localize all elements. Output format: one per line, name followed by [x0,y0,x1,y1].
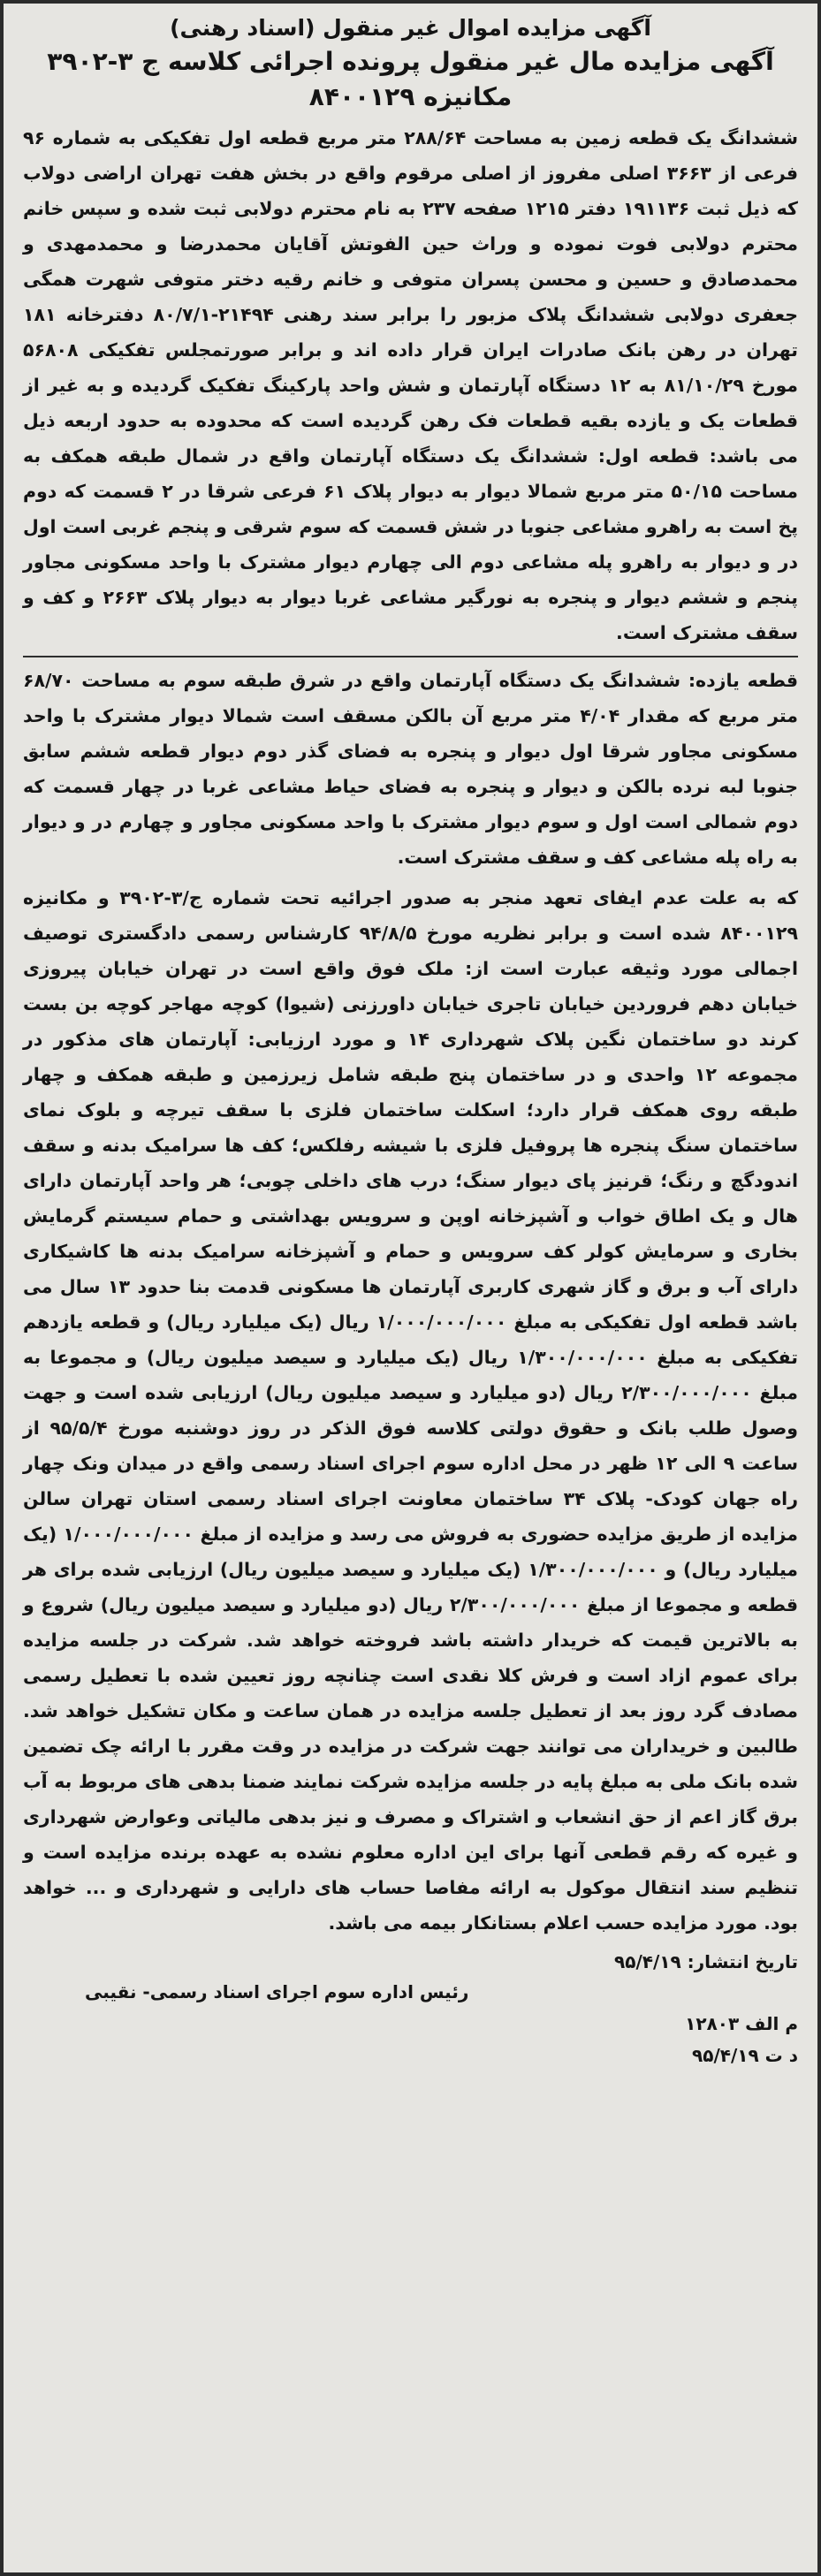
notice-footer [23,1946,798,2087]
divider [23,656,798,657]
publish-date: تاریخ انتشار: ۹۵/۴/۱۹ [614,1951,798,1972]
paragraph-property-description: ششدانگ یک قطعه زمین به مساحت ۲۸۸/۶۴ متر مربع قطعه اول تفکیکی به شماره ۹۶ فرعی از ۳۶۶۳ اصلی مفروز از اصلی مرقوم واقع در بخش هفت تهران اراضی دولاب که ذیل ثبت ۱۹۱۱۳۶ دفتر ۱۲۱۵ صفحه ۲۳۷ به نام محترم دولابی ثبت شده و سپس خانم محترم دولابی فوت نموده و وراث حین الفوتش آقایان محمدرضا و محمدمهدی و محمدصادق و حسین و محسن پسران متوفی و خانم رقیه دختر متوفی شهرت همگی جعفری دولابی ششدانگ پلاک مزبور را برابر سند رهنی ۲۱۴۹۴-۸۰/۷/۱ دفترخانه ۱۸۱ تهران در رهن بانک صادرات ایران قرار داده اند و برابر صورتمجلس تفکیکی ۵۶۸۰۸ مورخ ۸۱/۱۰/۲۹ به ۱۲ دستگاه آپارتمان و شش واحد پارکینگ تفکیک گردیده و به غیر از قطعات یک و یازده بقیه قطعات فک رهن گردیده است که محدوده به حدود اربعه ذیل می باشد: قطعه اول: ششدانگ یک دستگاه آپارتمان واقع در شمال طبقه همکف به مساحت ۵۰/۱۵ متر مربع شمالا دیوار به دیوار پلاک ۶۱ فرعی شرقا در ۲ قسمت که دوم پخ است به راهرو مشاعی جنوبا در شش قسمت که سوم شرقی و پنجم غربی است اول در و دیوار به راهرو پله مشاعی دوم الی چهارم دیوار مشترک با واحد مسکونی مجاور پنجم و ششم دیوار و پنجره به نورگیر مشاعی غربا دیوار به دیوار پلاک ۲۶۶۳ و کف و سقف مشترک است. [23,127,799,643]
notice-header [23,12,798,115]
signature: رئیس اداره سوم اجرای اسناد رسمی- نقیبی [85,1981,469,2002]
header-line-3: مکانیزه ۸۴۰۰۱۲۹ [308,82,513,111]
header-line-1: آگهی مزایده اموال غیر منقول (اسناد رهنی) [170,15,651,41]
paragraph-unit-eleven: قطعه یازده: ششدانگ یک دستگاه آپارتمان واقع در شرق طبقه سوم به مساحت ۶۸/۷۰ متر مربع که مقدار ۴/۰۴ متر مربع آن بالکن مسقف است شمالا دیوار مشترک با واحد مسکونی مجاور شرقا اول دیوار و پنجره به فضای گذر دوم دیوار قطعه ششم سابق جنوبا لبه نرده بالکن و دیوار و پنجره به فضای حیاط مشاعی غربا در چهار قسمت که دوم شمالی است اول و سوم دیوار مشترک با واحد مسکونی مجاور و چهارم در و دیوار به راه پله مشاعی کف و سقف مشترک است. [23,670,798,868]
reference-code: م الف ۱۲۸۰۳ [685,2013,798,2034]
header-line-2: آگهی مزایده مال غیر منقول پرونده اجرائی کلاسه ج ۳-۳۹۰۲ [47,47,774,76]
paragraph-auction-terms: که به علت عدم ایفای تعهد منجر به صدور اجرائیه تحت شماره ج/۳-۳۹۰۲ و مکانیزه ۸۴۰۰۱۲۹ شده است و برابر نظریه مورخ ۹۴/۸/۵ کارشناس رسمی دادگستری توصیف اجمالی مورد وثیقه عبارت است از: ملک فوق واقع است در تهران خیابان پیروزی خیابان دهم فروردین خیابان تاجری خیابان داورزنی (شیوا) کوچه مهاجر کوچه بن بست کرند دو ساختمان نگین پلاک شهرداری ۱۴ و مورد ارزیابی: آپارتمان های مذکور در مجموعه ۱۲ واحدی و در ساختمان پنج طبقه شامل زیرزمین و طبقه همکف و چهار طبقه روی همکف قرار دارد؛ اسکلت ساختمان فلزی با سقف تیرچه و بلوک نمای ساختمان سنگ پنجره ها پروفیل فلزی با شیشه رفلکس؛ کف ها سرامیک بدنه و سقف اندودگچ و رنگ؛ قرنیز پای دیوار سنگ؛ درب های داخلی چوبی؛ هر واحد آپارتمان دارای هال و یک اطاق خواب و آشپزخانه اوپن و سرویس بهداشتی و حمام سیستم گرمایش بخاری و سرمایش کولر کف سرویس و حمام و آشپزخانه سرامیک بدنه ها کاشیکاری دارای آب و برق و گاز شهری کاربری آپارتمان ها مسکونی قدمت بنا حدود ۱۳ سال می باشد قطعه اول تفکیکی به مبلغ ۱/۰۰۰/۰۰۰/۰۰۰ ریال (یک میلیارد ریال) و قطعه یازدهم تفکیکی به مبلغ ۱/۳۰۰/۰۰۰/۰۰۰ ریال (یک میلیارد و سیصد میلیون ریال) و مجموعا به مبلغ ۲/۳۰۰/۰۰۰/۰۰۰ ریال (دو میلیارد و سیصد میلیون ریال) ارزیابی شده است و جهت وصول طلب بانک و حقوق دولتی کلاسه فوق الذکر در روز دوشنبه مورخ ۹۵/۵/۴ از ساعت ۹ الی ۱۲ ظهر در محل اداره سوم اجرای اسناد رسمی واقع در میدان ونک چهار راه جهان کودک- پلاک ۳۴ ساختمان معاونت اجرای اسناد رسمی استان تهران سالن مزایده از طریق مزایده حضوری به فروش می رسد و مزایده از مبلغ ۱/۰۰۰/۰۰۰/۰۰۰ (یک میلیارد ریال) و ۱/۳۰۰/۰۰۰/۰۰۰ (یک میلیارد و سیصد میلیون ریال) ارزیابی شده برای هر قطعه و مجموعا از مبلغ ۲/۳۰۰/۰۰۰/۰۰۰ ریال (دو میلیارد و سیصد میلیون ریال) شروع و به بالاترین قیمت که خریدار داشته باشد فروخته خواهد شد. شرکت در جلسه مزایده برای عموم ازاد است و فرش کلا نقدی است چنانچه روز تعیین شده با تعطیل رسمی مصادف گرد روز بعد از تعطیل جلسه مزایده در همان ساعت و مکان تشکیل خواهد شد. طالبین و خریداران می توانند جهت شرکت در مزایده در وقت مقرر با ارائه چک تضمین شده بانک ملی به مبلغ پایه در جلسه مزایده شرکت نمایند ضمنا بدهی های مربوط به آب برق گاز اعم از حق انشعاب و اشتراک و مصرف و نیز بدهی مالیاتی وعوارض شهرداری و غیره که رقم قطعی آنها برای این اداره معلوم نشده به عهده برنده مزایده است و تنظیم سند انتقال موکول به ارائه مفاصا حساب های دارایی و شهرداری و ... خواهد بود. مورد مزایده حسب اعلام بستانکار بیمه می باشد. [23,887,799,1934]
reference-date: د ت ۹۵/۴/۱۹ [692,2045,798,2066]
